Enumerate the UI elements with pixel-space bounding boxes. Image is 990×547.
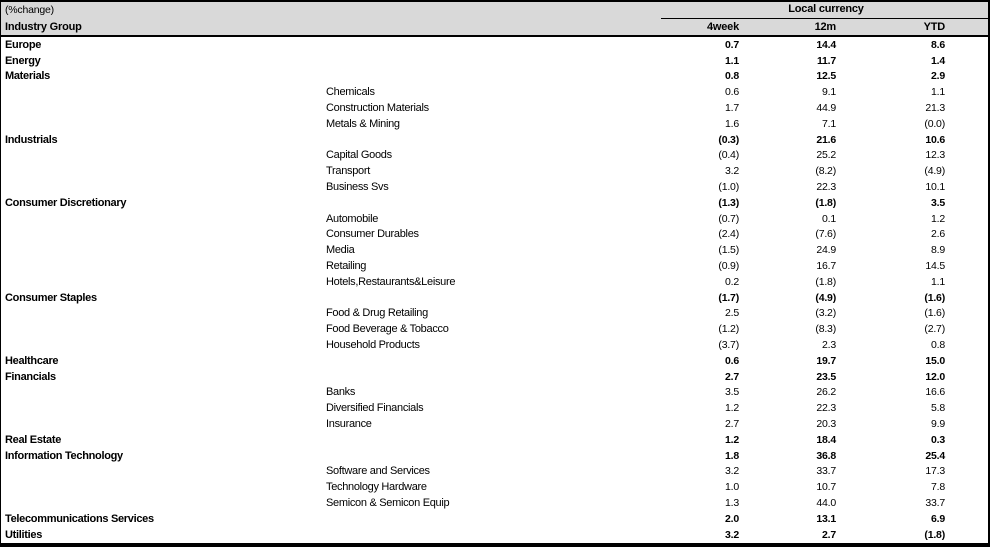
sub-industry-label-cell: Hotels,Restaurants&Leisure	[326, 275, 456, 288]
group-label-cell: Energy	[5, 54, 41, 67]
value-ytd-cell: 2.9	[931, 70, 945, 83]
table-row	[1, 195, 988, 211]
value-4week-cell: 0.2	[725, 275, 739, 288]
table-row	[1, 306, 988, 322]
table-row	[1, 227, 988, 243]
sub-industry-label-cell: Transport	[326, 165, 370, 178]
value-ytd-cell: 2.6	[931, 228, 945, 241]
value-4week-cell: (2.4)	[718, 228, 739, 241]
value-12m-cell: 2.3	[822, 339, 836, 352]
value-4week-cell: 0.8	[725, 70, 739, 83]
value-ytd-cell: 25.4	[925, 449, 945, 462]
sub-industry-label-cell: Capital Goods	[326, 149, 392, 162]
group-label-cell: Materials	[5, 70, 50, 83]
value-4week-cell: (3.7)	[718, 339, 739, 352]
local-currency-label: Local currency	[661, 2, 990, 19]
group-label-cell: Consumer Staples	[5, 291, 97, 304]
value-12m-cell: 9.1	[822, 86, 836, 99]
value-ytd-cell: (1.6)	[924, 307, 945, 320]
value-12m-cell: 13.1	[816, 512, 836, 525]
value-ytd-cell: 8.6	[931, 38, 945, 51]
value-4week-cell: 3.2	[725, 165, 739, 178]
value-12m-cell: (8.3)	[815, 323, 836, 336]
value-12m-cell: 16.7	[816, 260, 836, 273]
table-row	[1, 321, 988, 337]
value-12m-cell: 2.7	[822, 528, 836, 541]
table-row	[1, 511, 988, 527]
value-ytd-cell: 8.9	[931, 244, 945, 257]
table-header	[1, 2, 988, 37]
sub-industry-label-cell: Metals & Mining	[326, 117, 400, 130]
group-label-cell: Telecommunications Services	[5, 512, 154, 525]
value-ytd-cell: (2.7)	[924, 323, 945, 336]
group-label-cell: Financials	[5, 370, 56, 383]
value-ytd-cell: 1.1	[931, 86, 945, 99]
sub-industry-label-cell: Banks	[326, 386, 356, 399]
value-4week-cell: (1.2)	[718, 323, 739, 336]
table-row	[1, 211, 988, 227]
value-4week-cell: (0.7)	[718, 212, 739, 225]
value-4week-cell: 1.8	[725, 449, 739, 462]
table-row	[1, 84, 988, 100]
table-row	[1, 100, 988, 116]
value-ytd-cell: (1.8)	[924, 528, 945, 541]
table-row	[1, 258, 988, 274]
value-12m-cell: 0.1	[822, 212, 836, 225]
table-row	[1, 53, 988, 69]
value-4week-cell: 1.3	[725, 497, 739, 509]
table-row	[1, 290, 988, 306]
value-12m-cell: 24.9	[816, 244, 836, 257]
group-label-cell: Information Technology	[5, 449, 123, 462]
group-label-cell: Healthcare	[5, 354, 59, 367]
value-12m-cell: (1.8)	[815, 275, 836, 288]
value-12m-cell: 18.4	[816, 433, 836, 446]
value-4week-cell: 0.6	[725, 354, 739, 367]
column-header-12m: 12m	[814, 21, 836, 33]
value-ytd-cell: 10.1	[925, 181, 945, 194]
sub-industry-label-cell: Chemicals	[326, 86, 375, 99]
table-row	[1, 495, 988, 511]
value-ytd-cell: 33.7	[925, 497, 945, 509]
value-4week-cell: 1.0	[725, 481, 739, 494]
table-row	[1, 179, 988, 195]
value-12m-cell: 19.7	[816, 354, 836, 367]
table-row	[1, 148, 988, 164]
table-row	[1, 479, 988, 495]
value-12m-cell: (1.8)	[815, 196, 836, 209]
column-header-ytd: YTD	[923, 21, 945, 33]
value-ytd-cell: 16.6	[925, 386, 945, 399]
value-12m-cell: 25.2	[816, 149, 836, 162]
sub-industry-label-cell: Media	[326, 244, 355, 257]
table-row	[1, 337, 988, 353]
value-4week-cell: 2.7	[725, 370, 739, 383]
sub-industry-label-cell: Food Beverage & Tobacco	[326, 323, 449, 336]
value-4week-cell: 0.6	[725, 86, 739, 99]
table-row	[1, 464, 988, 480]
value-4week-cell: (1.3)	[718, 196, 739, 209]
value-12m-cell: (3.2)	[815, 307, 836, 320]
table-row	[1, 416, 988, 432]
table-row	[1, 37, 988, 53]
table-row	[1, 69, 988, 85]
value-ytd-cell: 1.4	[931, 54, 945, 67]
value-12m-cell: 21.6	[816, 133, 836, 146]
table-row	[1, 369, 988, 385]
table-row	[1, 400, 988, 416]
value-ytd-cell: (1.6)	[924, 291, 945, 304]
table-body	[1, 37, 988, 543]
value-4week-cell: 0.7	[725, 38, 739, 51]
value-12m-cell: 22.3	[816, 181, 836, 194]
value-ytd-cell: 0.3	[931, 433, 945, 446]
table-row	[1, 274, 988, 290]
industry-group-header: Industry Group	[5, 21, 82, 33]
group-label-cell: Utilities	[5, 528, 43, 541]
value-ytd-cell: 5.8	[931, 402, 945, 415]
table-row	[1, 448, 988, 464]
group-label-cell: Consumer Discretionary	[5, 196, 127, 209]
value-ytd-cell: 9.9	[931, 418, 945, 431]
value-ytd-cell: 12.3	[925, 149, 945, 162]
value-4week-cell: 3.2	[725, 465, 739, 478]
group-label-cell: Europe	[5, 38, 42, 51]
sub-industry-label-cell: Consumer Durables	[326, 228, 419, 241]
value-ytd-cell: 17.3	[925, 465, 945, 478]
sub-industry-label-cell: Automobile	[326, 212, 379, 225]
table-row	[1, 242, 988, 258]
value-4week-cell: 3.2	[725, 528, 739, 541]
column-header-4week: 4week	[706, 21, 739, 33]
value-ytd-cell: (0.0)	[924, 117, 945, 130]
value-12m-cell: (4.9)	[815, 291, 836, 304]
value-ytd-cell: 3.5	[931, 196, 945, 209]
value-4week-cell: 2.0	[725, 512, 739, 525]
value-4week-cell: (1.5)	[718, 244, 739, 257]
value-12m-cell: 23.5	[816, 370, 836, 383]
value-12m-cell: 14.4	[816, 38, 836, 51]
value-12m-cell: 7.1	[822, 117, 836, 130]
value-4week-cell: 1.2	[725, 402, 739, 415]
sub-industry-label-cell: Semicon & Semicon Equip	[326, 497, 450, 509]
table-row	[1, 116, 988, 132]
value-12m-cell: 20.3	[816, 418, 836, 431]
value-12m-cell: 11.7	[816, 54, 836, 67]
value-4week-cell: 1.7	[725, 102, 739, 115]
pct-change-label: (%change)	[5, 4, 54, 16]
sub-industry-label-cell: Food & Drug Retailing	[326, 307, 428, 320]
value-ytd-cell: 6.9	[931, 512, 945, 525]
value-12m-cell: (7.6)	[815, 228, 836, 241]
value-4week-cell: 3.5	[725, 386, 739, 399]
value-ytd-cell: 14.5	[925, 260, 945, 273]
value-ytd-cell: 12.0	[925, 370, 945, 383]
sub-industry-label-cell: Business Svs	[326, 181, 389, 194]
value-ytd-cell: 7.8	[931, 481, 945, 494]
value-4week-cell: (0.3)	[718, 133, 739, 146]
sub-industry-label-cell: Diversified Financials	[326, 402, 424, 415]
value-ytd-cell: 0.8	[931, 339, 945, 352]
value-12m-cell: 44.0	[816, 497, 836, 509]
value-12m-cell: 26.2	[816, 386, 836, 399]
group-label-cell: Real Estate	[5, 433, 62, 446]
value-12m-cell: 12.5	[816, 70, 836, 83]
table-row	[1, 353, 988, 369]
value-ytd-cell: 21.3	[925, 102, 945, 115]
value-4week-cell: (0.9)	[718, 260, 739, 273]
sub-industry-label-cell: Software and Services	[326, 465, 430, 478]
value-12m-cell: 10.7	[816, 481, 836, 494]
sub-industry-label-cell: Insurance	[326, 418, 372, 431]
value-ytd-cell: 1.2	[931, 212, 945, 225]
value-4week-cell: 2.5	[725, 307, 739, 320]
value-ytd-cell: (4.9)	[924, 165, 945, 178]
sub-industry-label-cell: Household Products	[326, 339, 420, 352]
value-4week-cell: (1.0)	[718, 181, 739, 194]
table-row	[1, 527, 988, 543]
value-ytd-cell: 10.6	[925, 133, 945, 146]
value-4week-cell: (0.4)	[718, 149, 739, 162]
value-ytd-cell: 15.0	[925, 354, 945, 367]
value-12m-cell: 36.8	[816, 449, 836, 462]
value-12m-cell: 44.9	[816, 102, 836, 115]
table-row	[1, 432, 988, 448]
value-12m-cell: 22.3	[816, 402, 836, 415]
value-4week-cell: 1.2	[725, 433, 739, 446]
group-label-cell: Industrials	[5, 133, 58, 146]
value-ytd-cell: 1.1	[931, 275, 945, 288]
header-row-columns	[1, 19, 988, 35]
table-row	[1, 163, 988, 179]
value-12m-cell: (8.2)	[815, 165, 836, 178]
sub-industry-label-cell: Construction Materials	[326, 102, 429, 115]
header-row-currency	[1, 2, 988, 19]
value-12m-cell: 33.7	[816, 465, 836, 478]
table-row	[1, 132, 988, 148]
sub-industry-label-cell: Technology Hardware	[326, 481, 427, 494]
sub-industry-label-cell: Retailing	[326, 260, 367, 273]
value-4week-cell: 1.1	[725, 54, 739, 67]
value-4week-cell: 2.7	[725, 418, 739, 431]
value-4week-cell: 1.6	[725, 117, 739, 130]
table-row	[1, 385, 988, 401]
value-4week-cell: (1.7)	[718, 291, 739, 304]
